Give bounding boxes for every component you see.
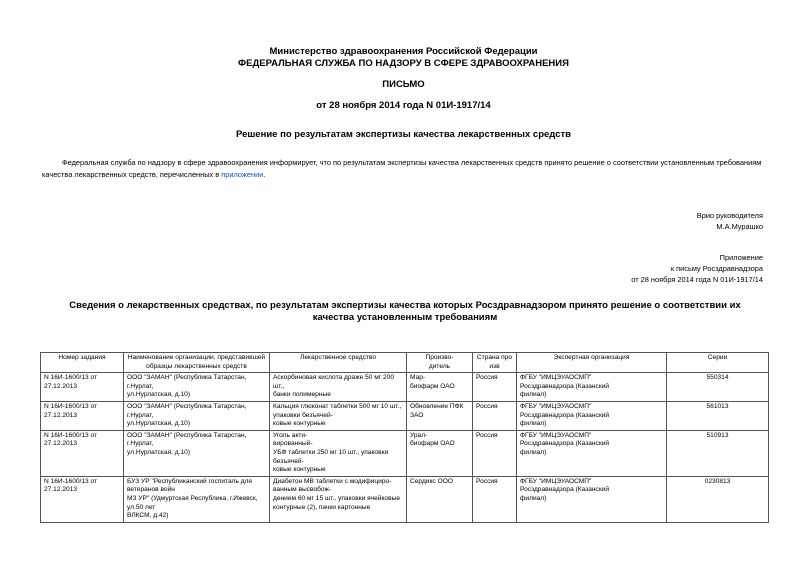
table-row: [41, 401, 769, 430]
cell-organization: БУЗ УР "Республиканский госпиталь для ветеранов войн МЗ УР" (Удмуртская Республика, г.Ижевск, ул.50 лет ВЛКСМ, д.42): [124, 476, 270, 522]
header-expert-organization: Экспертная организация: [517, 353, 667, 373]
table-row: [41, 430, 769, 476]
table-row: [41, 373, 769, 402]
cell-organization: ООО "ЗАМАН" (Республика Татарстан, г.Нурлат, ул.Нурлатская, д.10): [124, 430, 270, 476]
intro-paragraph: [42, 157, 762, 180]
cell-medicine: Диабетон МВ таблетки с модифициро- ванным высвобож- дением 60 мг 15 шт., упаковки ячейковые контурные (2), пачки картонные: [270, 476, 407, 522]
document-subject: Решение по результатам экспертизы качества лекарственных средств: [236, 129, 571, 140]
appendix-link[interactable]: приложении: [221, 169, 264, 179]
cell-manufacturer: Мар- биофарм ОАО: [407, 373, 473, 402]
cell-task-number: N 16И-1600/13 от 27.12.2013: [41, 476, 124, 522]
intro-end: .: [263, 169, 266, 179]
cell-manufacturer: Обновление ПФК ЗАО: [407, 401, 473, 430]
header-task-number: Номер задания: [41, 353, 124, 373]
appendix-title: Сведения о лекарственных средствах, по результатам экспертизы качества которых Росздравнадзором принято решение о соответствии их качества установленным требованиям: [69, 300, 741, 323]
signature-block: [697, 210, 763, 232]
cell-expert-organization: ФГБУ "ИМЦЭУАОСМП" Росздравнадзора (Казанский филиал): [517, 401, 667, 430]
appendix-reference: [631, 252, 763, 285]
cell-expert-organization: ФГБУ "ИМЦЭУАОСМП" Росздравнадзора (Казанский филиал): [517, 476, 667, 522]
cell-country: Россия: [473, 401, 517, 430]
header-series: Серии: [667, 353, 769, 373]
header-medicine: Лекарственное средство: [270, 353, 407, 373]
cell-expert-organization: ФГБУ "ИМЦЭУАОСМП" Росздравнадзора (Казанский филиал): [517, 430, 667, 476]
signer-name: М.А.Мурашко: [716, 222, 763, 231]
table-row: [41, 476, 769, 522]
header-manufacturer: Произво- дитель: [407, 353, 473, 373]
cell-country: Россия: [473, 373, 517, 402]
header-organization: Наименование организации, представившей образцы лекарственных средств: [124, 353, 270, 373]
appendix-date-number: от 28 ноября 2014 года N 01И-1917/14: [631, 275, 763, 284]
cell-task-number: N 16И-1600/13 от 27.12.2013: [41, 373, 124, 402]
cell-series: 510913: [667, 430, 769, 476]
cell-task-number: N 16И-1600/13 от 27.12.2013: [41, 430, 124, 476]
document-date-number: от 28 ноября 2014 года N 01И-1917/14: [316, 100, 491, 111]
cell-country: Россия: [473, 430, 517, 476]
cell-expert-organization: ФГБУ "ИМЦЭУАОСМП" Росздравнадзора (Казанский филиал): [517, 373, 667, 402]
cell-organization: ООО "ЗАМАН" (Республика Татарстан, г.Нурлат, ул.Нурлатская, д.10): [124, 401, 270, 430]
cell-medicine: Аскорбиновая кислота драже 50 мг 200 шт., банки полимерные: [270, 373, 407, 402]
cell-task-number: N 16И-1600/13 от 27.12.2013: [41, 401, 124, 430]
cell-organization: ООО "ЗАМАН" (Республика Татарстан, г.Нурлат, ул.Нурлатская, д.10): [124, 373, 270, 402]
cell-manufacturer: Урал- биофарм ОАО: [407, 430, 473, 476]
appendix-letter-ref: к письму Росздравнадзора: [670, 264, 763, 273]
service-name: ФЕДЕРАЛЬНАЯ СЛУЖБА ПО НАДЗОРУ В СФЕРЕ ЗДРАВООХРАНЕНИЯ: [238, 58, 569, 69]
cell-series: 561013: [667, 401, 769, 430]
cell-series: 0230813: [667, 476, 769, 522]
document-type: ПИСЬМО: [382, 79, 425, 90]
header-country: Страна про изв: [473, 353, 517, 373]
ministry-name: Министерство здравоохранения Российской Федерации: [269, 46, 538, 57]
signer-position: Врио руководителя: [696, 211, 763, 220]
medicines-table: [40, 352, 769, 523]
intro-text: Федеральная служба по надзору в сфере здравоохранения информирует, что по результатам экспертизы качества лекарственных средств принято решение о соответствии установленным требованиям качества лекарственных средств, перечисленных в: [42, 158, 762, 179]
cell-medicine: Кальция глюконат таблетки 500 мг 10 шт., упаковки безъячей- ковые контурные: [270, 401, 407, 430]
cell-manufacturer: Сердикс ООО: [407, 476, 473, 522]
appendix-label: Приложение: [719, 253, 763, 262]
table-header-row: [41, 353, 769, 373]
cell-series: 550314: [667, 373, 769, 402]
cell-country: Россия: [473, 476, 517, 522]
cell-medicine: Уголь акти- вированный- УБФ таблетки 250 мг 10 шт., упаковки безъячей- ковые контурные: [270, 430, 407, 476]
